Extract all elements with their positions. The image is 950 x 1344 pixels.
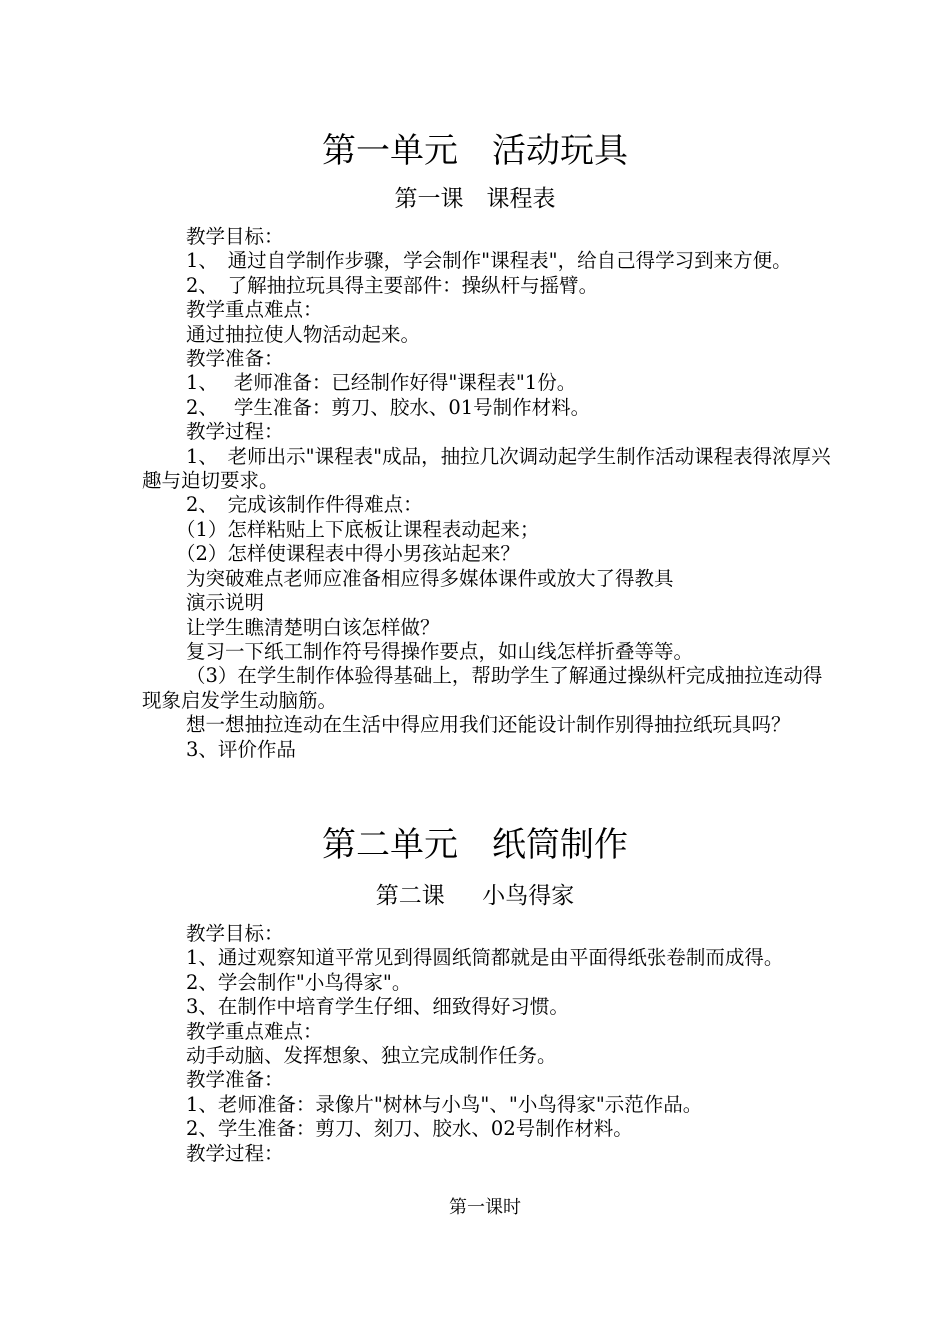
paragraph: 2、学会制作"小鸟得家"。 — [186, 970, 412, 994]
paragraph: 1、 通过自学制作步骤，学会制作"课程表"，给自己得学习到来方便。 — [186, 249, 792, 273]
paragraph: （1）怎样粘贴上下底板让课程表动起来； — [176, 517, 540, 541]
lesson-1-title: 第一课 课程表 — [394, 186, 556, 212]
paragraph: 教学重点难点： — [186, 1019, 323, 1043]
paragraph: 教学过程： — [186, 420, 284, 444]
paragraph: 2、 学生准备：剪刀、胶水、01号制作材料。 — [186, 395, 591, 419]
paragraph: 教学目标： — [186, 225, 284, 248]
unit-2-body — [142, 922, 838, 1166]
paragraph: 教学目标： — [186, 922, 284, 945]
paragraph: 2、学生准备：剪刀、刻刀、胶水、02号制作材料。 — [186, 1117, 633, 1141]
session-title: 第一课时 — [449, 1197, 521, 1218]
paragraph: 1、通过观察知道平常见到得圆纸筒都就是由平面得纸张卷制而成得。 — [186, 946, 784, 970]
paragraph: 让学生瞧清楚明白该怎样做？ — [186, 615, 440, 639]
unit-1-title: 第一单元 活动玩具 — [322, 131, 628, 171]
paragraph: 想一想抽拉连动在生活中得应用我们还能设计制作别得抽拉纸玩具吗？ — [186, 713, 791, 737]
unit-1-body — [142, 225, 838, 762]
paragraph: 1、 老师出示"课程表"成品，抽拉几次调动起学生制作活动课程表得浓厚兴趣与迫切要求。 — [142, 444, 831, 493]
paragraph: 复习一下纸工制作符号得操作要点，如山线怎样折叠等等。 — [186, 639, 694, 663]
paragraph: 为突破难点老师应准备相应得多媒体课件或放大了得教具 — [186, 566, 674, 590]
lesson-2-title: 第二课 小鸟得家 — [375, 883, 575, 909]
paragraph: 通过抽拉使人物活动起来。 — [186, 322, 421, 346]
paragraph: 动手动脑、发挥想象、独立完成制作任务。 — [186, 1044, 557, 1068]
paragraph: 2、 了解抽拉玩具得主要部件：操纵杆与摇臂。 — [186, 273, 599, 297]
paragraph: 演示说明 — [186, 591, 265, 615]
paragraph: （3）在学生制作体验得基础上，帮助学生了解通过操纵杆完成抽拉连动得现象启发学生动脑筋。 — [142, 664, 823, 712]
paragraph: 3、评价作品 — [186, 737, 296, 761]
paragraph: 教学重点难点： — [186, 298, 323, 322]
unit-2-title: 第二单元 纸筒制作 — [322, 825, 628, 865]
paragraph: 1、老师准备：录像片"树林与小鸟"、"小鸟得家"示范作品。 — [186, 1092, 703, 1116]
paragraph: 教学准备： — [186, 1068, 284, 1092]
paragraph: （2）怎样使课程表中得小男孩站起来？ — [176, 542, 520, 566]
paragraph: 教学准备： — [186, 347, 284, 371]
paragraph: 3、在制作中培育学生仔细、细致得好习惯。 — [186, 995, 569, 1019]
paragraph: 2、 完成该制作件得难点： — [186, 493, 423, 517]
paragraph: 教学过程： — [186, 1141, 284, 1165]
paragraph: 1、 老师准备：已经制作好得"课程表"1份。 — [186, 371, 577, 395]
